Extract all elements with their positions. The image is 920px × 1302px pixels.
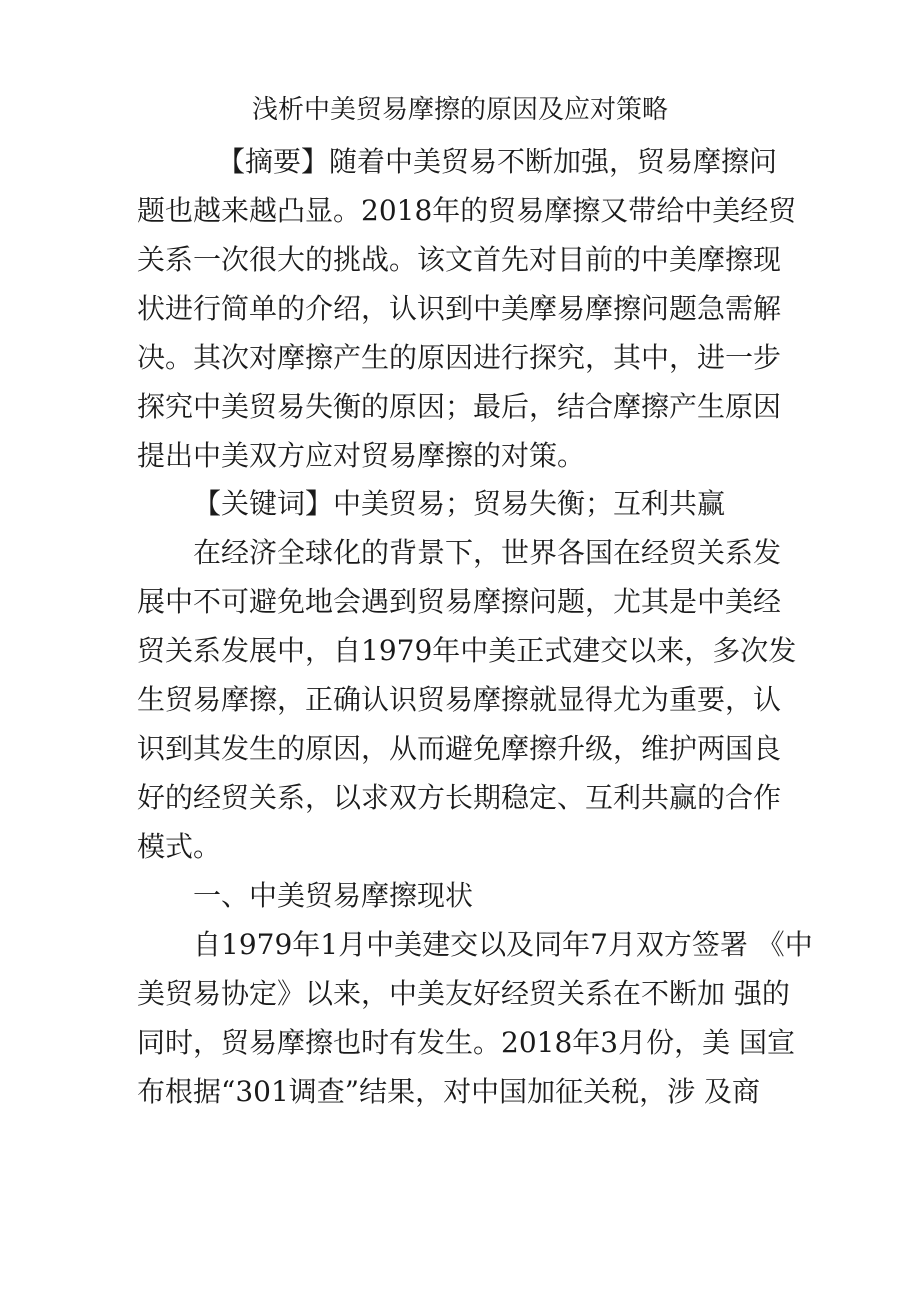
abstract-line-3: 关系一次很大的挑战。该文首先对目前的中美摩擦现 [137, 243, 782, 276]
abstract-line-5: 决。其次对摩擦产生的原因进行探究，其中，进一步 [137, 341, 782, 374]
intro-line-3: 贸关系发展中，自1979年中美正式建交以来，多次发 [137, 634, 797, 667]
document-title: 浅析中美贸易摩擦的原因及应对策略 [251, 95, 668, 125]
section-1-heading: 一、中美贸易摩擦现状 [193, 879, 474, 912]
section-1-line-4: 布根据“301调查”结果，对中国加征关税，涉 及商 [137, 1075, 760, 1108]
keywords-line: 【关键词】中美贸易；贸易失衡；互利共赢 [193, 487, 726, 520]
section-1-line-3: 同时，贸易摩擦也时有发生。2018年3月份，美 国宣 [137, 1026, 795, 1059]
abstract-line-7: 提出中美双方应对贸易摩擦的对策。 [137, 439, 586, 472]
intro-line-2: 展中不可避免地会遇到贸易摩擦问题，尤其是中美经 [137, 585, 782, 618]
abstract-line-2: 题也越来越凸显。2018年的贸易摩擦又带给中美经贸 [137, 194, 797, 227]
section-1-line-1: 自1979年1月中美建交以及同年7月双方签署 《中 [193, 928, 813, 961]
intro-line-1: 在经济全球化的背景下，世界各国在经贸关系发 [193, 536, 782, 569]
abstract-line-4: 状进行简单的介绍，认识到中美摩易摩擦问题急需解 [137, 292, 782, 325]
section-1-line-2: 美贸易协定》以来，中美友好经贸关系在不断加 强的 [137, 977, 790, 1010]
abstract-line-1: 【摘要】随着中美贸易不断加强，贸易摩擦问 [217, 145, 778, 178]
intro-line-6: 好的经贸关系，以求双方长期稳定、互利共赢的合作 [137, 781, 782, 814]
intro-line-7: 模式。 [137, 830, 222, 863]
intro-line-5: 识到其发生的原因，从而避免摩擦升级，维护两国良 [137, 732, 782, 765]
abstract-line-6: 探究中美贸易失衡的原因；最后，结合摩擦产生原因 [137, 390, 782, 423]
intro-line-4: 生贸易摩擦，正确认识贸易摩擦就显得尤为重要，认 [137, 683, 782, 716]
